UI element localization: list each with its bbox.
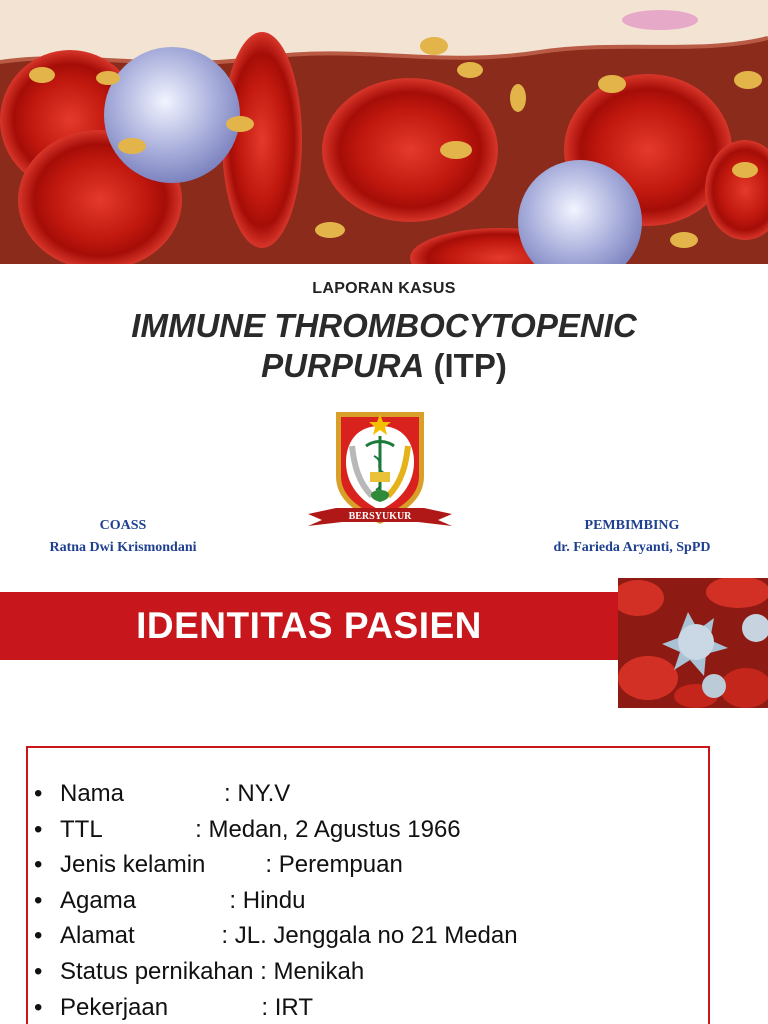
patient-field-item	[34, 954, 518, 990]
blood-cells-thumbnail	[618, 578, 768, 708]
patient-field-item	[34, 847, 518, 883]
section-heading: IDENTITAS PASIEN	[136, 605, 482, 646]
title-abbrev: (ITP)	[424, 347, 507, 384]
patient-field-item	[34, 776, 518, 812]
bullet-mark: •	[34, 851, 43, 879]
patient-field-item	[34, 918, 518, 954]
coass-block	[28, 515, 218, 559]
patient-info-list	[34, 776, 518, 1024]
title-purpura: PURPURA	[261, 347, 425, 384]
patient-field-text: Jenis kelamin : Perempuan	[60, 851, 403, 879]
slide-title	[0, 306, 768, 386]
patient-field-text: TTL : Medan, 2 Agustus 1966	[60, 815, 461, 843]
blood-cells-illustration	[0, 0, 768, 264]
patient-field-text: Nama : NY.V	[60, 780, 291, 807]
patient-field-item	[34, 990, 518, 1024]
title-line-1: IMMUNE THROMBOCYTOPENIC	[131, 307, 637, 344]
bullet-mark: •	[34, 780, 43, 807]
section-banner	[0, 592, 618, 660]
slide-subtitle: LAPORAN KASUS	[312, 280, 456, 297]
bullet-mark: •	[34, 815, 43, 843]
pembimbing-block	[522, 515, 742, 559]
pembimbing-label: PEMBIMBING	[584, 518, 680, 533]
coass-label: COASS	[99, 518, 147, 533]
emblem-motto: BERSYUKUR	[348, 511, 412, 522]
patient-field-item	[34, 883, 518, 919]
patient-field-text: Agama : Hindu	[60, 886, 306, 914]
coass-name: Ratna Dwi Krismondani	[49, 540, 197, 555]
bullet-mark: •	[34, 957, 43, 985]
patient-field-text: Pekerjaan : IRT	[60, 993, 313, 1021]
patient-identity-slide	[0, 576, 768, 1024]
bullet-mark: •	[34, 993, 43, 1021]
pembimbing-name: dr. Farieda Aryanti, SpPD	[553, 540, 711, 555]
bullet-mark: •	[34, 922, 43, 950]
patient-field-item	[34, 812, 518, 848]
patient-field-text: Alamat : JL. Jenggala no 21 Medan	[60, 922, 518, 950]
patient-info-box	[26, 746, 710, 1024]
regional-emblem-logo	[306, 406, 454, 538]
title-line-2	[0, 346, 768, 386]
bullet-mark: •	[34, 886, 43, 914]
patient-field-text: Status pernikahan : Menikah	[60, 957, 365, 985]
